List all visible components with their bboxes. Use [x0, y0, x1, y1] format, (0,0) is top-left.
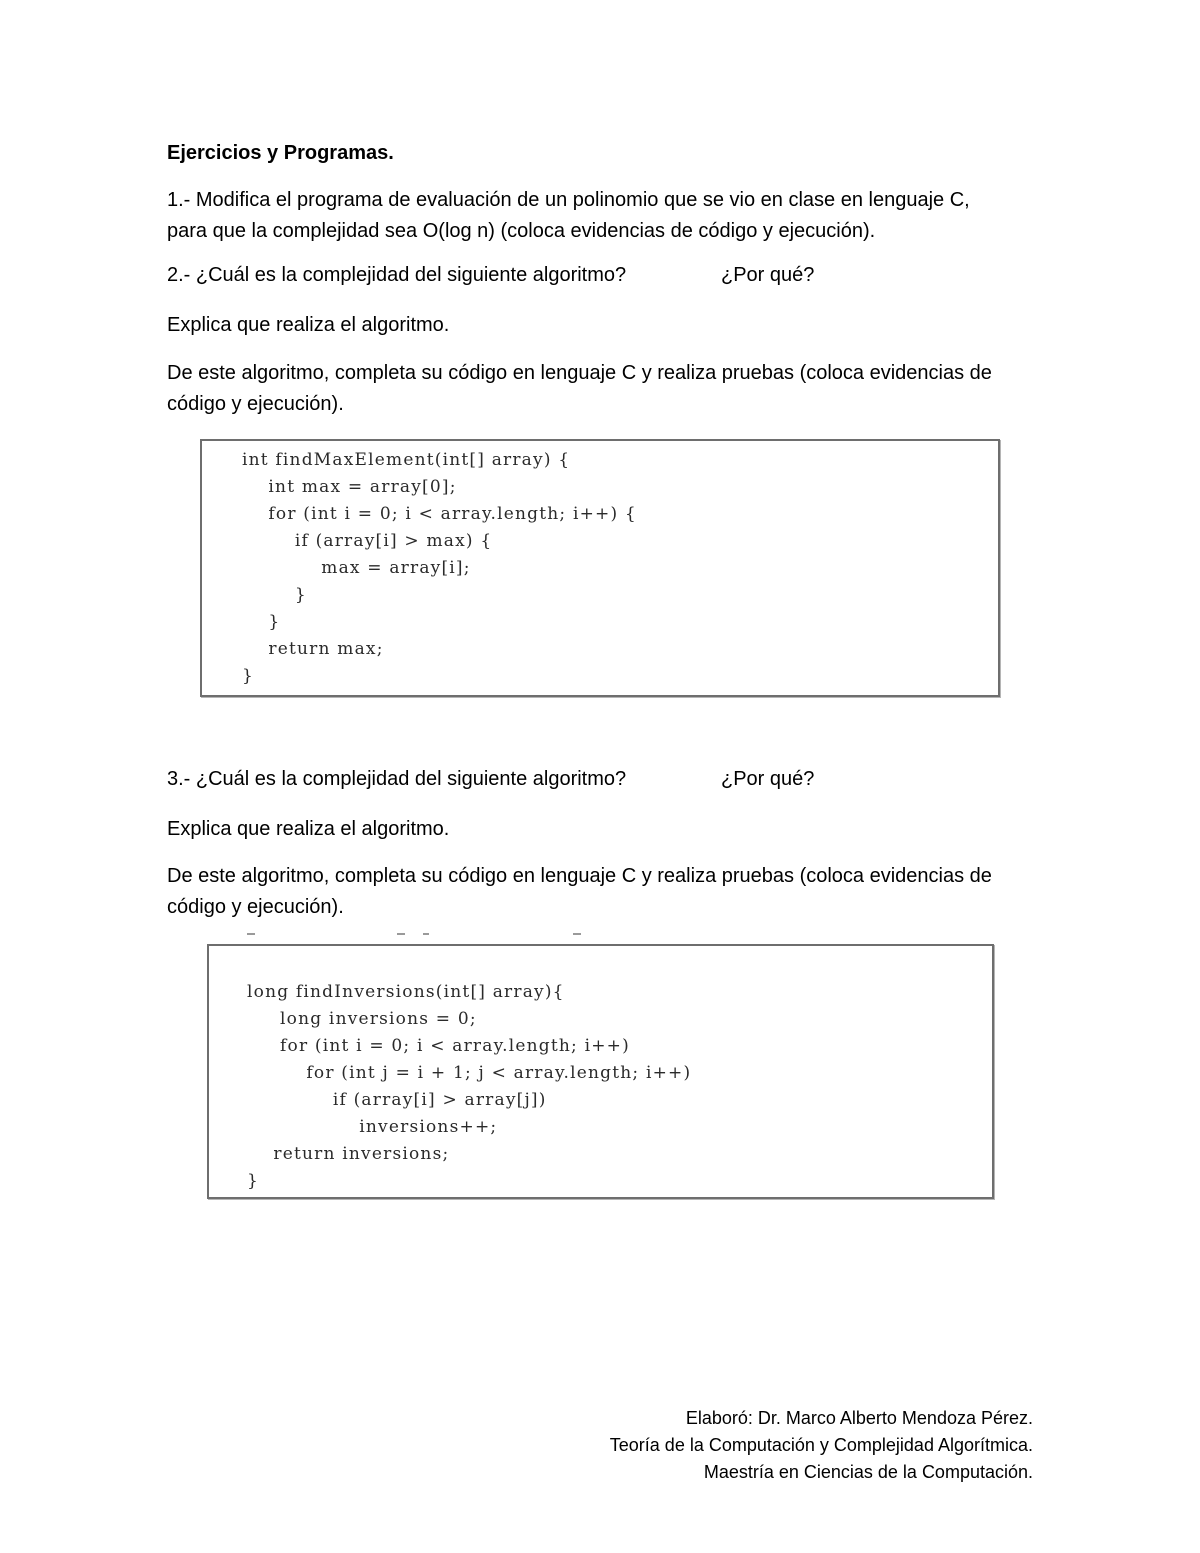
cropped-text-artifact — [245, 929, 585, 939]
question-3-explain: Explica que realiza el algoritmo. — [167, 818, 450, 840]
code-line: return inversions; — [247, 1144, 450, 1164]
question-1 — [167, 185, 1047, 247]
code-line: max = array[i]; — [242, 558, 471, 578]
code-line: for (int j = i + 1; j < array.length; i++) — [247, 1063, 692, 1083]
code-line: } — [242, 585, 307, 605]
code-block-find-inversions — [207, 944, 994, 1199]
code-line: if (array[i] > max) { — [242, 531, 493, 551]
question-2-heading — [167, 264, 1047, 287]
code-line: } — [247, 1171, 260, 1191]
footer-course: Teoría de la Computación y Complejidad Algorítmica. — [609, 1435, 1033, 1455]
question-3-task — [167, 861, 1047, 923]
question-2-task-line-1: De este algoritmo, completa su código en lenguaje C y realiza pruebas (coloca evidencias de — [167, 362, 992, 384]
question-3-text: 3.- ¿Cuál es la complejidad del siguiente algoritmo? — [167, 768, 627, 790]
code-line: inversions++; — [247, 1117, 498, 1137]
question-3-why: ¿Por qué? — [721, 768, 815, 790]
author-footer — [610, 1405, 1033, 1486]
code-line: long inversions = 0; — [247, 1009, 477, 1029]
code-line: for (int i = 0; i < array.length; i++) — [247, 1036, 630, 1056]
question-1-line-2: para que la complejidad sea O(log n) (coloca evidencias de código y ejecución). — [167, 220, 876, 242]
question-1-line-1: 1.- Modifica el programa de evaluación de un polinomio que se vio en clase en lenguaje C, — [167, 189, 970, 211]
code-line: int findMaxElement(int[] array) { — [242, 450, 571, 470]
question-2-why: ¿Por qué? — [721, 264, 815, 286]
code-line: } — [242, 612, 281, 632]
question-3-task-line-1: De este algoritmo, completa su código en lenguaje C y realiza pruebas (coloca evidencias de — [167, 865, 992, 887]
code-find-max — [242, 447, 637, 690]
code-line: long findInversions(int[] array){ — [247, 982, 565, 1002]
question-2-explain: Explica que realiza el algoritmo. — [167, 314, 450, 336]
code-line: for (int i = 0; i < array.length; i++) { — [242, 504, 637, 524]
question-2-task — [167, 358, 1047, 420]
question-2-text: 2.- ¿Cuál es la complejidad del siguiente algoritmo? — [167, 264, 627, 286]
code-line: } — [242, 666, 255, 686]
question-2-task-line-2: código y ejecución). — [167, 393, 344, 415]
code-find-inversions — [247, 979, 691, 1195]
code-line: int max = array[0]; — [242, 477, 457, 497]
code-block-find-max — [200, 439, 1000, 697]
footer-author: Elaboró: Dr. Marco Alberto Mendoza Pérez. — [685, 1408, 1033, 1428]
code-line: if (array[i] > array[j]) — [247, 1090, 547, 1110]
page-title: Ejercicios y Programas. — [167, 142, 394, 164]
code-line: return max; — [242, 639, 384, 659]
question-3-task-line-2: código y ejecución). — [167, 896, 344, 918]
footer-program: Maestría en Ciencias de la Computación. — [703, 1462, 1033, 1482]
question-3-heading — [167, 768, 1047, 791]
